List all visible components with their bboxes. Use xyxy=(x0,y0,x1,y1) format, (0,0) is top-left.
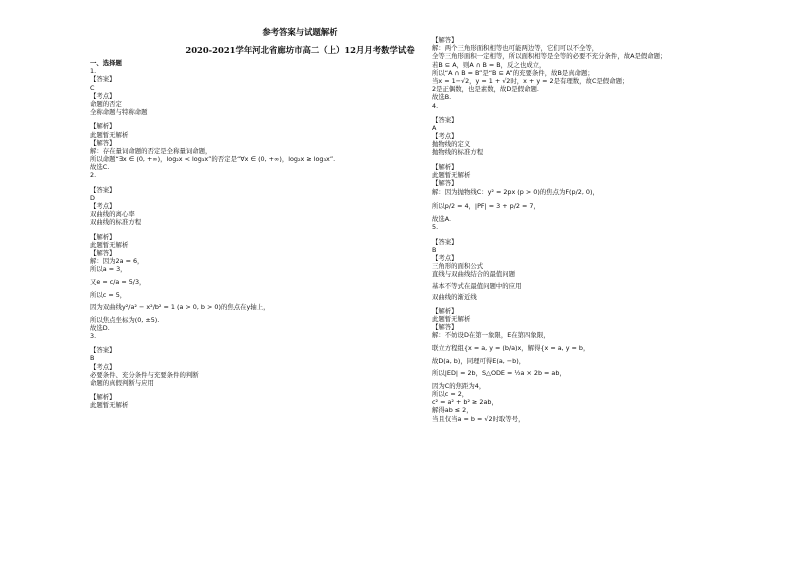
text-line: c² = a² + b² ≥ 2ab， xyxy=(432,398,498,407)
text-line: 故D(a, b)，同理可得E(a, −b)， xyxy=(432,356,526,365)
text-line: 4. xyxy=(432,101,439,110)
text-line: 若B ⊆ A，则A ∩ B = B，反之也成立， xyxy=(432,60,546,69)
text-line: 5. xyxy=(432,223,439,232)
text-line: 抛物线的标准方程 xyxy=(432,148,484,157)
section-label: 【解答】 xyxy=(432,323,458,332)
text-line: C xyxy=(90,83,95,92)
text-line: D xyxy=(90,193,95,202)
text-line: 所以p/2 = 4，|PF| = 3 + p/2 = 7， xyxy=(432,202,540,211)
text-line: 因为双曲线y²/a² − x²/b² = 1 (a > 0, b > 0)的焦点在y轴上， xyxy=(90,302,270,311)
text-line: A xyxy=(432,123,437,132)
section-label: 【考点】 xyxy=(432,132,458,141)
section-label: 【考点】 xyxy=(90,362,116,371)
text-line: 解：因为抛物线C：y² = 2px (p > 0)的焦点为F(p/2, 0)， xyxy=(432,188,599,197)
text-line: 所以“A ∩ B = B”是“B ⊆ A”的充要条件，故B是真命题； xyxy=(432,68,594,77)
text-line: 全等三角形面积一定相等，所以面积相等是全等的必要不充分条件，故A是假命题； xyxy=(432,52,667,61)
right-column xyxy=(432,36,792,423)
section-label: 【解答】 xyxy=(432,179,458,187)
text-line: 抛物线的定义 xyxy=(432,140,471,149)
text-line: 此题暂无解析 xyxy=(90,130,129,139)
document-subtitle: 2020-2021学年河北省廊坊市高二（上）12月月考数学试卷 xyxy=(185,45,415,55)
text-line: 解：因为2a = 6， xyxy=(90,257,144,266)
text-line: 基本不等式在最值问题中的应用 xyxy=(432,281,522,290)
section-label: 【解答】 xyxy=(90,248,116,257)
text-line: 故选D. xyxy=(90,323,110,332)
text-line: 3. xyxy=(90,332,97,341)
section-label: 【答案】 xyxy=(432,115,458,124)
section-label: 【考点】 xyxy=(90,202,116,210)
text-line: 双曲线的渐近线 xyxy=(432,292,477,301)
text-line: 此题暂无解析 xyxy=(432,315,471,324)
left-column-body xyxy=(90,67,450,409)
text-line: 所以a = 3， xyxy=(90,265,127,274)
text-line: 所以命题“∃x ∈ (0, +∞)，log₂x < log₃x”的否定是“∀x ∈ (0, +∞)，log₂x ≥ log₃x”. xyxy=(90,155,336,164)
text-line: 又e = c/a = 5/3， xyxy=(90,277,146,286)
text-line: 此题暂无解析 xyxy=(432,170,471,179)
text-line: 所以|ED| = 2b，S△ODE = ½a × 2b = ab， xyxy=(432,368,566,377)
text-line: 1. xyxy=(90,67,97,76)
text-line: 2是正偶数，也是素数，故D是假命题. xyxy=(432,85,539,94)
document-title: 参考答案与试题解析 xyxy=(262,27,338,37)
section-label: 【解析】 xyxy=(432,306,458,315)
text-line: 所以c = 2， xyxy=(432,390,469,398)
section-label: 【考点】 xyxy=(90,91,116,100)
section-label: 【考点】 xyxy=(432,253,458,262)
left-column xyxy=(90,26,450,410)
right-column-body xyxy=(432,36,792,423)
text-line: 此题暂无解析 xyxy=(90,240,129,249)
text-line: 故选B. xyxy=(432,93,452,102)
section-label: 【解析】 xyxy=(90,232,116,241)
text-line: 因为C的焦距为4， xyxy=(432,381,486,390)
text-line: 2. xyxy=(90,171,97,180)
section-label: 【解析】 xyxy=(432,162,458,171)
text-line: B xyxy=(432,245,437,254)
section-label: 【答案】 xyxy=(432,237,458,246)
section-label: 【答案】 xyxy=(90,185,116,194)
text-line: 故选A. xyxy=(432,215,452,224)
text-line: 解：两个三角形面积相等也可能两边等，它们可以不全等， xyxy=(432,44,599,53)
text-line: 所以c = 5， xyxy=(90,290,127,299)
text-line: 命题的否定 xyxy=(90,99,122,108)
text-line: 所以焦点坐标为(0, ±5). xyxy=(90,315,160,324)
text-line: B xyxy=(90,354,95,363)
section-label: 【答案】 xyxy=(90,346,116,355)
section-heading: 一、选择题 xyxy=(90,59,122,67)
text-line: 此题暂无解析 xyxy=(90,401,129,410)
text-line: 命题的真假判断与应用 xyxy=(90,379,154,387)
text-line: 直线与双曲线结合的最值问题 xyxy=(432,270,516,279)
section-label: 【答案】 xyxy=(90,75,116,84)
text-line: 全称命题与特称命题 xyxy=(90,108,148,117)
text-line: 当且仅当a = b = √2时取等号， xyxy=(432,414,525,423)
text-line: 当x = 1−√2，y = 1 + √2时，x + y = 2是有理数，故C是假命题； xyxy=(432,76,629,85)
text-line: 双曲线的标准方程 xyxy=(90,218,142,227)
text-line: 三角形的面积公式 xyxy=(432,262,484,271)
text-line: 必要条件、充分条件与充要条件的判断 xyxy=(90,370,199,379)
text-line: 解：不妨设D在第一象限，E在第四象限， xyxy=(432,331,550,340)
section-label: 【解析】 xyxy=(90,393,116,402)
text-line: 故选C. xyxy=(90,163,110,172)
text-line: 解得ab ≤ 2， xyxy=(432,406,473,415)
section-label: 【解答】 xyxy=(90,138,116,147)
section-label: 【解析】 xyxy=(90,122,116,131)
text-line: 联立方程组{x = a, y = (b/a)x，解得{x = a, y = b， xyxy=(432,343,590,352)
text-line: 解：存在量词命题的否定是全称量词命题， xyxy=(90,146,212,155)
section-label: 【解答】 xyxy=(432,36,458,44)
text-line: 双曲线的离心率 xyxy=(90,210,135,219)
